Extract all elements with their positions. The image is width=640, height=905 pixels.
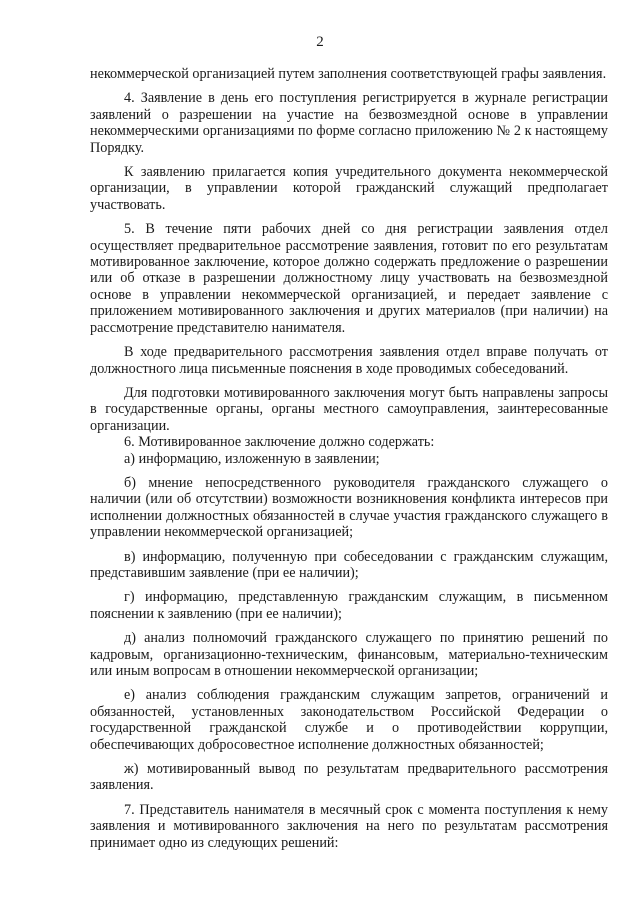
paragraph-attachment: К заявлению прилагается копия учредительного документа некоммерческой организации, в управлении которой гражданский служащий предполагает участвовать.: [90, 164, 608, 213]
list-item-a: а) информацию, изложенную в заявлении;: [124, 450, 380, 467]
list-item-e: е) анализ соблюдения гражданским служащим запретов, ограничений и обязанностей, установленных законодательством Российской Федерации о государственной гражданской службе и о противодействии коррупции, обеспечивающих добросовестное исполнение должностных обязанностей;: [90, 687, 608, 753]
list-item-d: д) анализ полномочий гражданского служащего по принятию решений по кадровым, организационно-техническим, финансовым, материально-техническим или иным вопросам в отношении некоммерческой организации;: [90, 630, 608, 679]
list-item-g: г) информацию, представленную гражданским служащим, в письменном пояснении к заявлению (при ее наличии);: [90, 589, 608, 622]
document-body: [90, 66, 608, 851]
list-item-zh: ж) мотивированный вывод по результатам предварительного рассмотрения заявления.: [90, 761, 608, 794]
list-item-v: в) информацию, полученную при собеседовании с гражданским служащим, представившим заявление (при ее наличии);: [90, 548, 608, 581]
paragraph-continuation: некоммерческой организацией путем заполнения соответствующей графы заявления.: [90, 66, 607, 82]
paragraph-item-6: 6. Мотивированное заключение должно содержать:: [124, 434, 435, 451]
paragraph-requests: Для подготовки мотивированного заключения могут быть направлены запросы в государственные органы, органы местного самоуправления, заинтересованные организации.: [90, 384, 608, 434]
paragraph-explanations: В ходе предварительного рассмотрения заявления отдел вправе получать от должностного лица письменные пояснения в ходе проводимых собеседований.: [90, 344, 608, 377]
page-number: 2: [316, 34, 324, 50]
list-item-b: б) мнение непосредственного руководителя гражданского служащего о наличии (или об отсутствии) возможности возникновения конфликта интересов при исполнении должностных обязанностей в случае участия гражданского служащего в управлении некоммерческой организацией;: [90, 474, 608, 541]
paragraph-item-4: 4. Заявление в день его поступления регистрируется в журнале регистрации заявлений о разрешении на участие на безвозмездной основе в управлении некоммерческими организациями по форме согласно приложению № 2 к настоящему Порядку.: [90, 90, 608, 156]
paragraph-item-7: 7. Представитель нанимателя в месячный срок с момента поступления к нему заявления и мотивированного заключения на него по результатам рассмотрения принимает одно из следующих решений:: [90, 801, 608, 851]
paragraph-item-5: 5. В течение пяти рабочих дней со дня регистрации заявления отдел осуществляет предварительное рассмотрение заявления, готовит по его результатам мотивированное заключение, которое должно содержать предложение о разрешении или об отказе в разрешении должностному лицу участвовать на безвозмездной основе в управлении некоммерческой организацией, и передает заявление с приложением мотивированного заключения и других материалов (при наличии) на рассмотрение представителю нанимателя.: [90, 221, 608, 336]
